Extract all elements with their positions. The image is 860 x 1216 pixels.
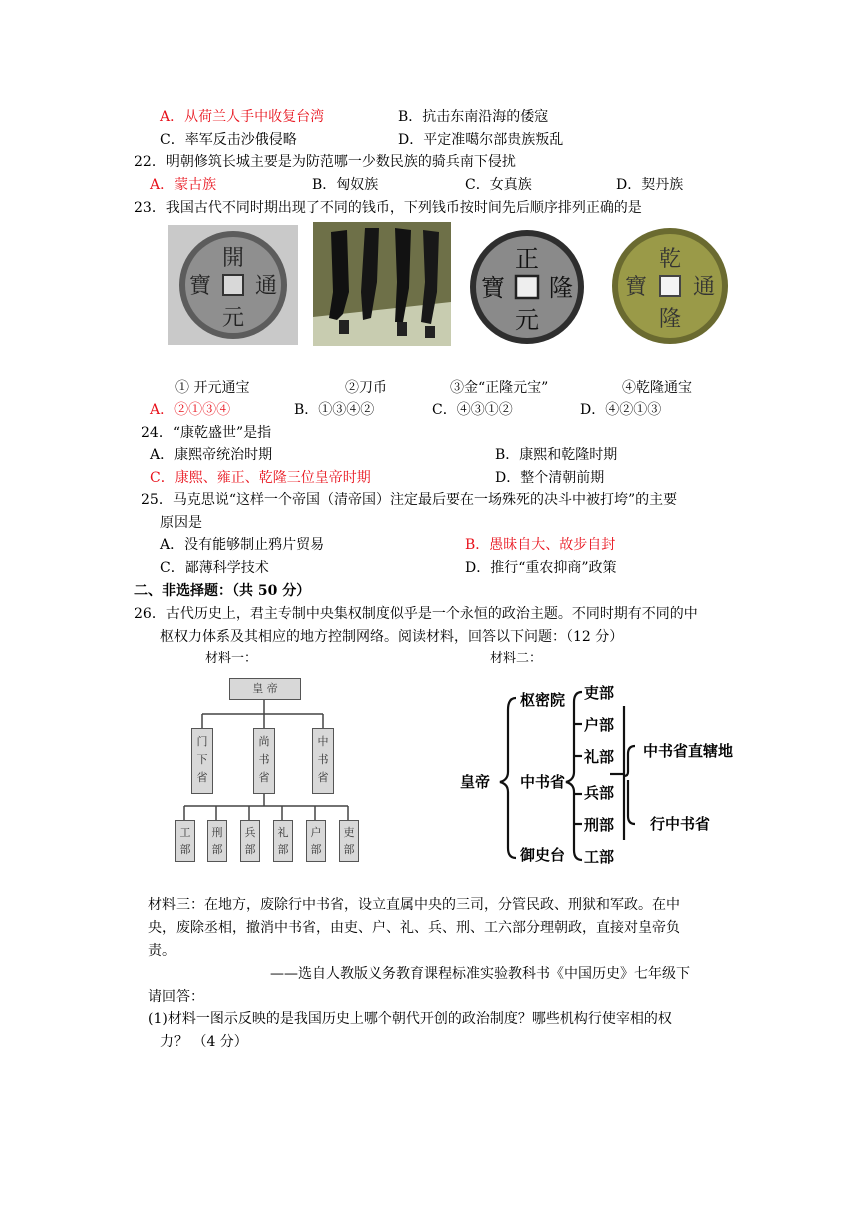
sub-question-1-line2: 力？ （4 分） [160, 1034, 248, 1050]
m2-gongbu: 工部 [584, 848, 615, 866]
m2-zhongshusheng: 中书省 [520, 773, 566, 791]
q21-option-c: C．率军反击沙俄侵略 [160, 132, 297, 148]
q22-stem: 22．明朝修筑长城主要是为防范哪一少数民族的骑兵南下侵扰 [134, 154, 516, 170]
m2-yushitai: 御史台 [520, 846, 566, 864]
coin-caption-4: ④乾隆通宝 [622, 380, 692, 396]
m1-zhongshu-box: 中书省 [312, 728, 334, 794]
q24-option-c: C．康熙、雍正、乾隆三位皇帝时期 [150, 470, 371, 486]
q22-option-c: C．女真族 [465, 177, 532, 193]
m2-xingbu: 刑部 [584, 816, 615, 834]
m1-libu-box: 礼部 [273, 820, 293, 862]
q25-option-c: C．鄙薄科学技术 [160, 560, 269, 576]
m2-bingbu: 兵部 [584, 784, 615, 802]
m2-emperor: 皇帝 [460, 773, 491, 791]
m1-emperor-box: 皇 帝 [229, 678, 301, 700]
m1-hubu-box: 户部 [306, 820, 326, 862]
q24-stem: 24．“康乾盛世”是指 [141, 425, 272, 441]
m1-menxia-box: 门下省 [191, 728, 213, 794]
coin3-char-top: 正 [515, 245, 539, 273]
coin3-char-left: 寶 [481, 274, 505, 302]
q23-option-a: A．②①③④ [150, 402, 231, 418]
coin-kaiyuan-image [168, 225, 298, 345]
coin-qianlong-image [602, 226, 738, 346]
coin3-char-right: 隆 [549, 274, 573, 302]
q22-option-d: D．契丹族 [616, 177, 684, 193]
material-3-line3: 责。 [148, 943, 176, 959]
q25-stem-line1: 25．马克思说“这样一个帝国（清帝国）注定最后要在一场殊死的决斗中被打垮”的主要 [141, 492, 678, 508]
coin-caption-3: ③金“正隆元宝” [450, 380, 549, 396]
m1-libu-personnel-box: 吏部 [339, 820, 359, 862]
material-3-source: ——选自人教版义务教育课程标准实验教科书《中国历史》七年级下 [270, 966, 690, 982]
q22-option-a: A．蒙古族 [150, 177, 217, 193]
q22-option-b: B．匈奴族 [312, 177, 379, 193]
m1-bingbu-box: 兵部 [240, 820, 260, 862]
q23-option-c: C．④③①② [432, 402, 513, 418]
q24-option-a: A．康熙帝统治时期 [150, 447, 273, 463]
coin-zhenglong-image [463, 226, 591, 348]
q26-stem-line1: 26．古代历史上，君主专制中央集权制度似乎是一个永恒的政治主题。不同时期有不同的中 [134, 606, 698, 622]
coin3-char-bottom: 元 [515, 306, 539, 334]
m1-gongbu-box: 工部 [175, 820, 195, 862]
m2-libu-rites: 礼部 [584, 748, 615, 766]
coin1-char-left: 寶 [188, 274, 212, 299]
q21-option-d: D．平定准噶尔部贵族叛乱 [398, 132, 564, 148]
q25-option-a: A．没有能够制止鸦片贸易 [160, 537, 325, 553]
coin-caption-1: ① 开元通宝 [175, 380, 250, 396]
material-3-line1: 材料三：在地方，废除行中书省，设立直属中央的三司，分管民政、刑狱和军政。在中 [148, 897, 680, 913]
q23-option-d: D．④②①③ [580, 402, 662, 418]
m2-libu-personnel: 吏部 [584, 684, 615, 702]
q25-option-d: D．推行“重农抑商”政策 [465, 560, 617, 576]
q26-stem-line2: 枢权力体系及其相应的地方控制网络。阅读材料，回答以下问题：（12 分） [160, 629, 624, 645]
m2-hubu: 户部 [584, 716, 615, 734]
coin1-char-top: 開 [221, 246, 245, 271]
coin4-char-right: 通 [692, 275, 716, 300]
m2-zhixiadi: 中书省直辖地 [643, 742, 734, 760]
material-1-label: 材料一： [205, 651, 258, 666]
q25-option-b: B．愚昧自大、故步自封 [465, 537, 616, 553]
knife-coin-image [313, 222, 451, 346]
q23-stem: 23．我国古代不同时期出现了不同的钱币，下列钱币按时间先后顺序排列正确的是 [134, 200, 642, 216]
answer-prompt: 请回答： [148, 989, 204, 1005]
coin1-char-right: 通 [254, 274, 278, 299]
m2-xingzhongshusheng: 行中书省 [650, 815, 711, 833]
coin4-char-bottom: 隆 [658, 307, 682, 332]
q24-option-b: B．康熙和乾隆时期 [495, 447, 618, 463]
q23-option-b: B．①③④② [294, 402, 375, 418]
q21-option-a: A．从荷兰人手中收复台湾 [160, 109, 325, 125]
material-2-label: 材料二： [490, 651, 543, 666]
coin4-char-left: 寶 [624, 275, 648, 300]
coin4-char-top: 乾 [658, 247, 682, 272]
m1-shangshu-box: 尚书省 [253, 728, 275, 794]
coin1-char-bottom: 元 [221, 306, 245, 331]
coin-caption-2: ②刀币 [345, 380, 387, 396]
material-3-line2: 央，废除丞相，撤消中书省，由吏、户、礼、兵、刑、工六部分理朝政，直接对皇帝负 [148, 920, 680, 936]
q25-stem-line2: 原因是 [160, 515, 202, 531]
q21-option-b: B．抗击东南沿海的倭寇 [398, 109, 549, 125]
m2-shumiyuan: 枢密院 [520, 691, 566, 709]
section-heading: 二、非选择题：（共 50 分） [134, 583, 311, 599]
m1-xingbu-box: 刑部 [207, 820, 227, 862]
sub-question-1-line1: (1)材料一图示反映的是我国历史上哪个朝代开创的政治制度？哪些机构行使宰相的权 [148, 1011, 672, 1027]
q24-option-d: D．整个清朝前期 [495, 470, 605, 486]
